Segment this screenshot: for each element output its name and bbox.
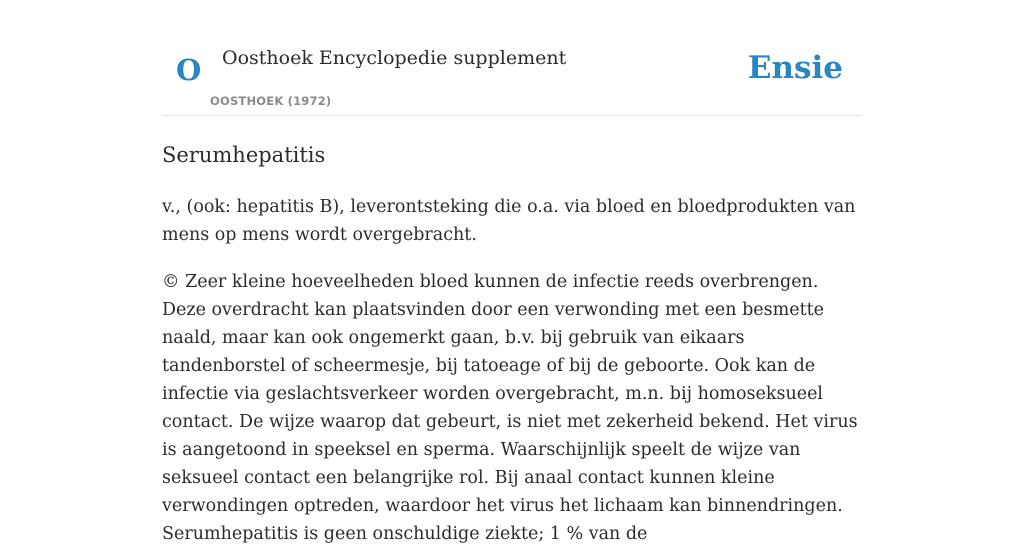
book-header: [162, 0, 862, 116]
article-page: [162, 0, 862, 548]
entry-definition: v., (ook: hepatitis B), leverontsteking die o.a. via bloed en bloedprodukten van mens op mens wordt overgebracht.: [162, 197, 856, 245]
ensie-logo[interactable]: Ensie: [747, 50, 843, 86]
book-title-link[interactable]: Oosthoek Encyclopedie supplement: [222, 47, 567, 69]
letter-badge[interactable]: O: [176, 53, 202, 87]
book-publisher-year: OOSTHOEK (1972): [210, 94, 332, 108]
entry-title: Serumhepatitis: [162, 143, 326, 167]
entry-body-paragraph: © Zeer kleine hoeveelheden bloed kunnen de infectie reeds overbrengen. Deze overdracht kan plaatsvinden door een verwonding met een besmette naald, maar kan ook ongemerkt gaan, b.v. bij gebruik van eikaars tandenborstel of scheermesje, bij tatoeage of bij de geboorte. Ook kan de infectie via geslachtsverkeer worden overgebracht, m.n. bij homoseksueel contact. De wijze waarop dat gebeurt, is niet met zekerheid bekend. Het virus is aangetoond in speeksel en sperma. Waarschijnlijk speelt de wijze van seksueel contact een belangrijke rol. Bij anaal contact kunnen kleine verwondingen optreden, waardoor het virus het lichaam kan binnendringen. Serumhepatitis is geen onschuldige ziekte; 1 % van de: [162, 272, 858, 544]
